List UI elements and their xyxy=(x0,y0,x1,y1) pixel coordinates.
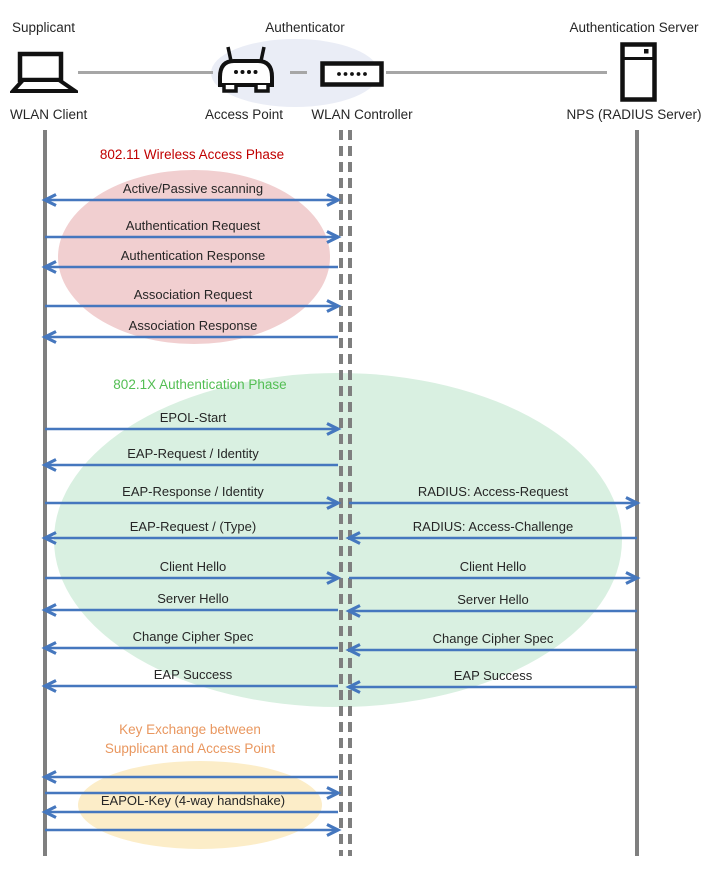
device-connector-line xyxy=(78,71,213,74)
message-label: Change Cipher Spec xyxy=(432,631,554,646)
message-label: Authentication Request xyxy=(125,218,261,233)
device-connector-line xyxy=(386,71,607,74)
phase3-title-line1: Key Exchange between xyxy=(119,722,261,737)
message-label: EAP-Request / (Type) xyxy=(129,519,257,534)
actor-role-supplicant: Supplicant xyxy=(12,20,76,35)
phase1-title: 802.11 Wireless Access Phase xyxy=(99,147,285,162)
actor-role-authenticator: Authenticator xyxy=(265,20,345,35)
message-label: Server Hello xyxy=(157,591,229,606)
message-label: RADIUS: Access-Request xyxy=(417,484,569,499)
message-label: EPOL-Start xyxy=(159,410,227,425)
message-label: EAP Success xyxy=(153,667,233,682)
message-label: EAP-Response / Identity xyxy=(122,484,264,499)
message-label: EAP Success xyxy=(453,668,533,683)
message-label: Association Response xyxy=(128,318,258,333)
wlan-controller-icon xyxy=(320,61,384,87)
device-label-nps-radius-server: NPS (RADIUS Server) xyxy=(566,107,702,122)
device-label-wlan-client: WLAN Client xyxy=(10,107,88,122)
laptop-icon xyxy=(10,51,78,95)
message-label: Association Request xyxy=(133,287,253,302)
device-label-access-point: Access Point xyxy=(204,107,284,122)
message-label: Client Hello xyxy=(459,559,527,574)
device-connector-dash xyxy=(290,71,307,74)
message-label: RADIUS: Access-Challenge xyxy=(412,519,574,534)
message-label: Active/Passive scanning xyxy=(122,181,264,196)
message-label: Server Hello xyxy=(457,592,529,607)
message-label: Authentication Response xyxy=(120,248,266,263)
message-label: Client Hello xyxy=(159,559,227,574)
message-label: EAPOL-Key (4-way handshake) xyxy=(100,793,286,808)
arrowhead-icon xyxy=(327,825,338,836)
access-point-icon xyxy=(214,45,278,97)
phase3-title-line2: Supplicant and Access Point xyxy=(104,741,276,756)
phase2-title: 802.1X Authentication Phase xyxy=(113,377,287,392)
message-label: Change Cipher Spec xyxy=(132,629,254,644)
actor-role-authentication-server: Authentication Server xyxy=(569,20,699,35)
server-icon xyxy=(620,42,657,102)
device-label-wlan-controller: WLAN Controller xyxy=(311,107,413,122)
message-label: EAP-Request / Identity xyxy=(127,446,259,461)
